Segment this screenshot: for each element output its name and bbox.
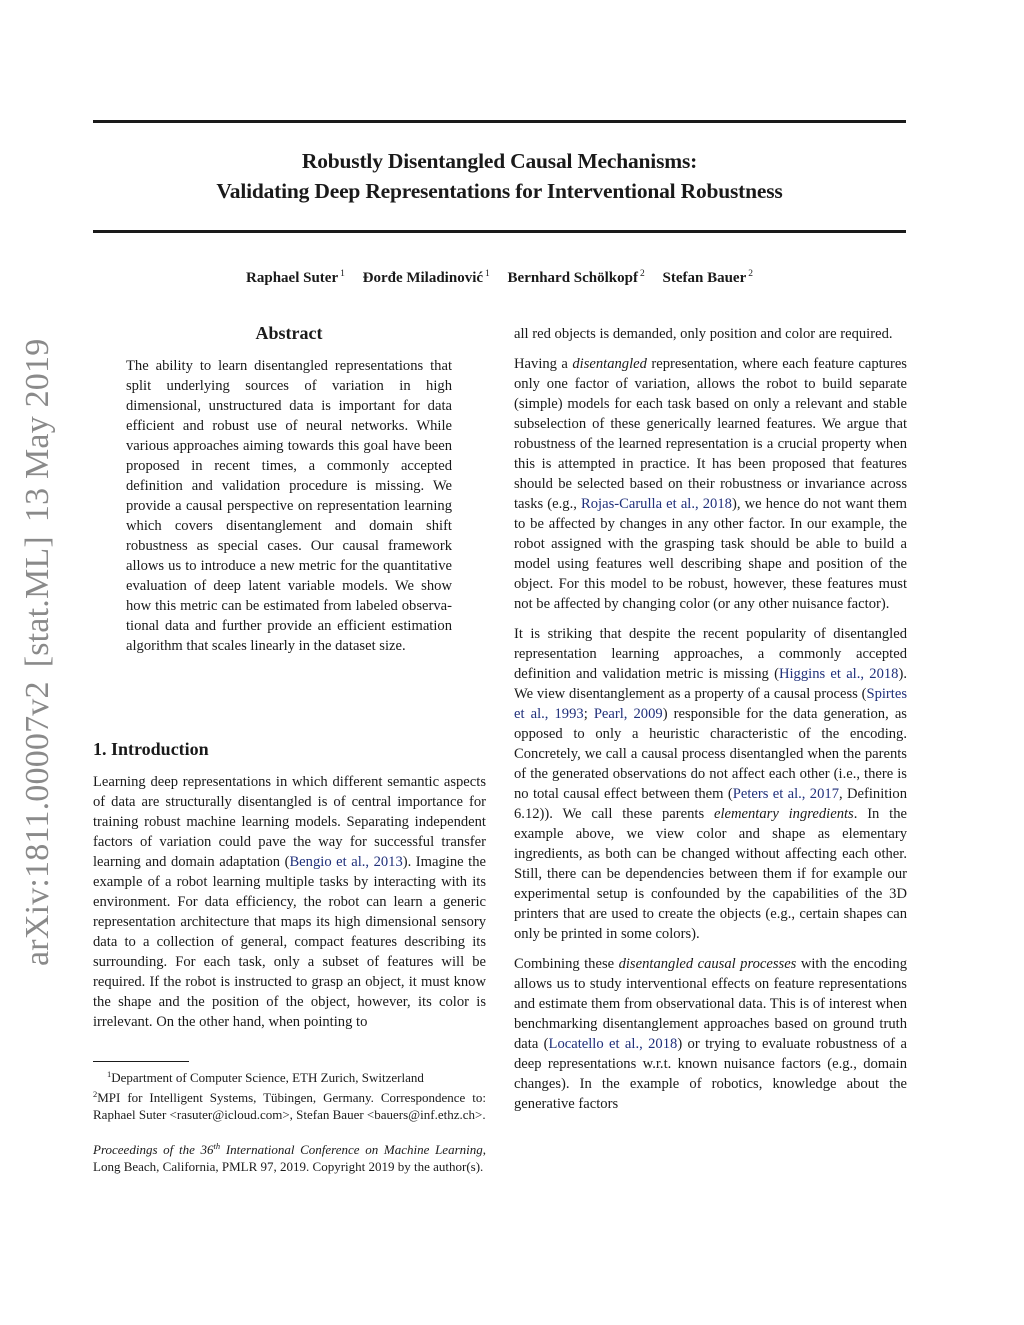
text: ), we hence do not want them to be affected by changes in any other factor. In our example, the robot assigned with the grasping task should be able to build a model using features well describing shape and position of the object. For this model to be robust, however, these features must not be affected by changing color (or any other nuisance factor).	[514, 496, 907, 612]
arxiv-category: [stat.ML]	[19, 536, 56, 668]
text: , Long Beach, California, PMLR 97, 2019. Copyright 2019 by the author(s).	[93, 1142, 486, 1174]
text: th	[213, 1141, 221, 1151]
emphasis: disentangled	[572, 356, 647, 372]
affiliation-mark: 1	[340, 269, 345, 279]
footnote-text: Department of Computer Science, ETH Zurich, Switzerland	[111, 1070, 424, 1085]
citation-link[interactable]: Rojas-Carulla et al., 2018	[581, 496, 732, 512]
citation-link[interactable]: Higgins et al., 2018	[778, 666, 899, 682]
citation-link[interactable]: Peters et al., 2017	[732, 786, 839, 802]
text: Proceedings of the 36	[93, 1142, 214, 1157]
text: . In the example above, we view color and shape as elementary ingredients, as both can be changed without affecting each other. Still, there can be dependencies between them if for example our experimental setup is confounded by the capabilities of the 3D printers that are used to create the objects (e.g., certain shapes can only be printed in some colors).	[514, 806, 907, 942]
arxiv-id: arXiv:1811.00007v2	[19, 681, 56, 966]
paragraph	[514, 354, 907, 614]
text: ). We view disentanglement as a property of a causal process (	[514, 666, 907, 702]
text: ). Imagine the example of a robot learning multiple tasks by interacting with its environment. For data efficiency, the robot can learn a generic representation architecture that maps its high dimensional sensory data to a collection of general, compact features describing its surrounding. For each task, only a subset of features will be required. If the robot is instructed to grasp an object, it must know the shape and the position of the object, however, its color is irrelevant. On the other hand, when pointing to	[93, 854, 486, 1030]
left-column-body	[93, 772, 486, 1042]
text: Combining these	[514, 956, 619, 972]
text: International Conference on Machine Learning	[220, 1142, 483, 1157]
citation-link[interactable]: Pearl, 2009	[593, 706, 663, 722]
author	[662, 270, 753, 286]
text: ) responsible for the data generation, as opposed to only a heuristic characteristic of the encoding. Concretely, we call a causal process disentangled when the parents of the generated observations do not affect each other (i.e., there is no total causal effect between them (	[514, 706, 907, 802]
abstract-body: The ability to learn disentangled representations that split underlying sources of variation in high dimensional, unstructured data is important for data efficient and robust use of neural networks. While various approaches aiming towards this goal have been proposed in recent times, a commonly accepted definition and validation procedure is missing. We provide a causal perspective on representation learning which covers disentanglement and domain shift robustness as special cases. Our causal framework allows us to introduce a new metric for the quantitative evaluation of deep latent variable models. We show how this metric can be estimated from labeled observational data and further provide an efficient estimation algorithm that scales linearly in the dataset size.	[126, 358, 452, 654]
text: , Definition 6.12)). We call these parents	[514, 786, 907, 822]
author	[508, 270, 645, 286]
title-line-1: Robustly Disentangled Causal Mechanisms:	[301, 149, 698, 173]
paragraph	[93, 772, 486, 1032]
footnote-1	[93, 1066, 486, 1086]
text: representation, where each feature captures only one factor of variation, allows the robot to build separate (simple) models for each task based on only a relevant and stable subselection of these generically learned features. We argue that robustness of the learned representation is a crucial property when this is attempted in practice. It has been proposed that features should be selected based on their robustness or invariance across tasks (e.g.,	[514, 356, 907, 512]
author-list	[93, 264, 906, 288]
text: ) or trying to evaluate robustness of a deep representations w.r.t. known nuisance factors (e.g., domain changes). In the example of robotics, knowledge about the generative factors	[514, 1036, 907, 1112]
affiliation-mark: 2	[748, 269, 753, 279]
footnote-text: MPI for Intelligent Systems, Tübingen, Germany. Correspondence to: Raphael Suter <rasuter@icloud.com>, Stefan Bauer <bauers@inf.ethz.ch>.	[93, 1090, 486, 1122]
arxiv-date: 13 May 2019	[19, 338, 56, 523]
text: ;	[583, 706, 594, 722]
affiliation-mark: 1	[485, 269, 490, 279]
emphasis: elementary ingredients	[713, 806, 854, 822]
footnote-rule	[93, 1061, 189, 1062]
author	[246, 270, 345, 286]
author-name: Đorđe Miladinović	[362, 270, 484, 286]
footnotes	[93, 1066, 486, 1175]
paragraph	[514, 954, 907, 1114]
title-line-2: Validating Deep Representations for Interventional Robustness	[216, 179, 783, 203]
paragraph: all red objects is demanded, only position and color are required.	[514, 326, 893, 342]
text: Having a	[514, 356, 573, 372]
affiliation-mark: 2	[639, 269, 645, 279]
emphasis: disentangled causal processes	[618, 956, 797, 972]
author-name: Stefan Bauer	[662, 270, 747, 286]
text: with the encoding allows us to study interventional effects on feature representations and estimate them from observational data. This is of interest when benchmarking disentanglement approaches based on ground truth data (	[514, 956, 907, 1052]
author	[363, 270, 490, 286]
citation-link[interactable]: Spirtes et al., 1993	[514, 686, 907, 722]
right-column-body	[514, 324, 907, 1124]
citation-link[interactable]: Locatello et al., 2018	[548, 1036, 678, 1052]
footnote-2	[93, 1086, 486, 1123]
paragraph	[514, 624, 907, 944]
arxiv-side-stamp	[20, 325, 56, 966]
text: It is striking that despite the recent popularity of disentangled representation learning approaches, a commonly accepted definition and validation metric is missing (	[514, 626, 907, 682]
proceedings-note	[93, 1138, 486, 1175]
author-name: Raphael Suter	[246, 270, 339, 286]
title-top-rule	[93, 120, 906, 123]
section-heading-introduction: 1. Introduction	[93, 739, 209, 759]
text: Learning deep representations in which different semantic aspects of data are structurally disentangled is of central importance for training robust machine learning models. Separating independent factors of variation could pave the way for successful transfer learning and domain adaptation (	[93, 774, 486, 870]
citation-link[interactable]: Bengio et al., 2013	[289, 854, 403, 870]
paper-title	[93, 146, 906, 206]
footnote-mark: 2	[93, 1089, 98, 1099]
footnote-mark: 1	[107, 1069, 112, 1079]
title-bottom-rule	[93, 230, 906, 233]
abstract-heading: Abstract	[255, 323, 323, 343]
author-name: Bernhard Schölkopf	[507, 270, 638, 286]
